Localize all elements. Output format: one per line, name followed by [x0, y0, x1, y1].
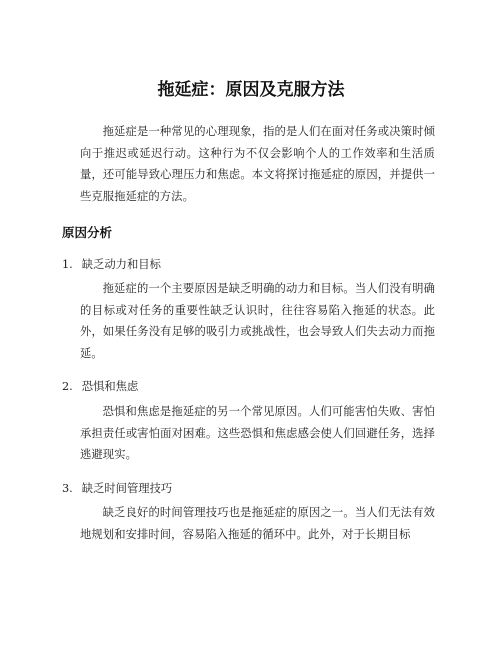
- item-1-title: 缺乏动力和目标: [81, 258, 161, 271]
- item-3-heading: [62, 481, 172, 497]
- item-3-title: 缺乏时间管理技巧: [81, 482, 173, 495]
- item-2-heading: [62, 379, 138, 395]
- intro-paragraph: 拖延症是一种常见的心理现象，指的是人们在面对任务或决策时倾向于推迟或延迟行动。这种行为不仅会影响个人的工作效率和生活质量，还可能导致心理压力和焦虑。本文将探讨拖延症的原因，并提供一些克服拖延症的方法。: [80, 125, 435, 203]
- item-2-title: 恐惧和焦虑: [81, 380, 139, 393]
- section-heading-causes: 原因分析: [62, 225, 113, 240]
- item-3-paragraph: 缺乏良好的时间管理技巧也是拖延症的原因之一。当人们无法有效地规划和安排时间，容易陷入拖延的循环中。此外，对于长期目标: [80, 506, 435, 541]
- item-2-number: 2.: [62, 380, 73, 393]
- item-1-paragraph: 拖延症的一个主要原因是缺乏明确的动力和目标。当人们没有明确的目标或对任务的重要性缺乏认识时，往往容易陷入拖延的状态。此外，如果任务没有足够的吸引力或挑战性，也会导致人们失去动力而拖延。: [80, 282, 435, 360]
- item-2-paragraph: 恐惧和焦虑是拖延症的另一个常见原因。人们可能害怕失败、害怕承担责任或害怕面对困难。这些恐惧和焦虑感会使人们回避任务，选择逃避现实。: [80, 405, 435, 461]
- item-1-heading: [62, 257, 161, 273]
- item-3-number: 3.: [62, 482, 73, 495]
- document-title: 拖延症：原因及克服方法: [157, 80, 345, 100]
- item-1-number: 1.: [62, 258, 73, 271]
